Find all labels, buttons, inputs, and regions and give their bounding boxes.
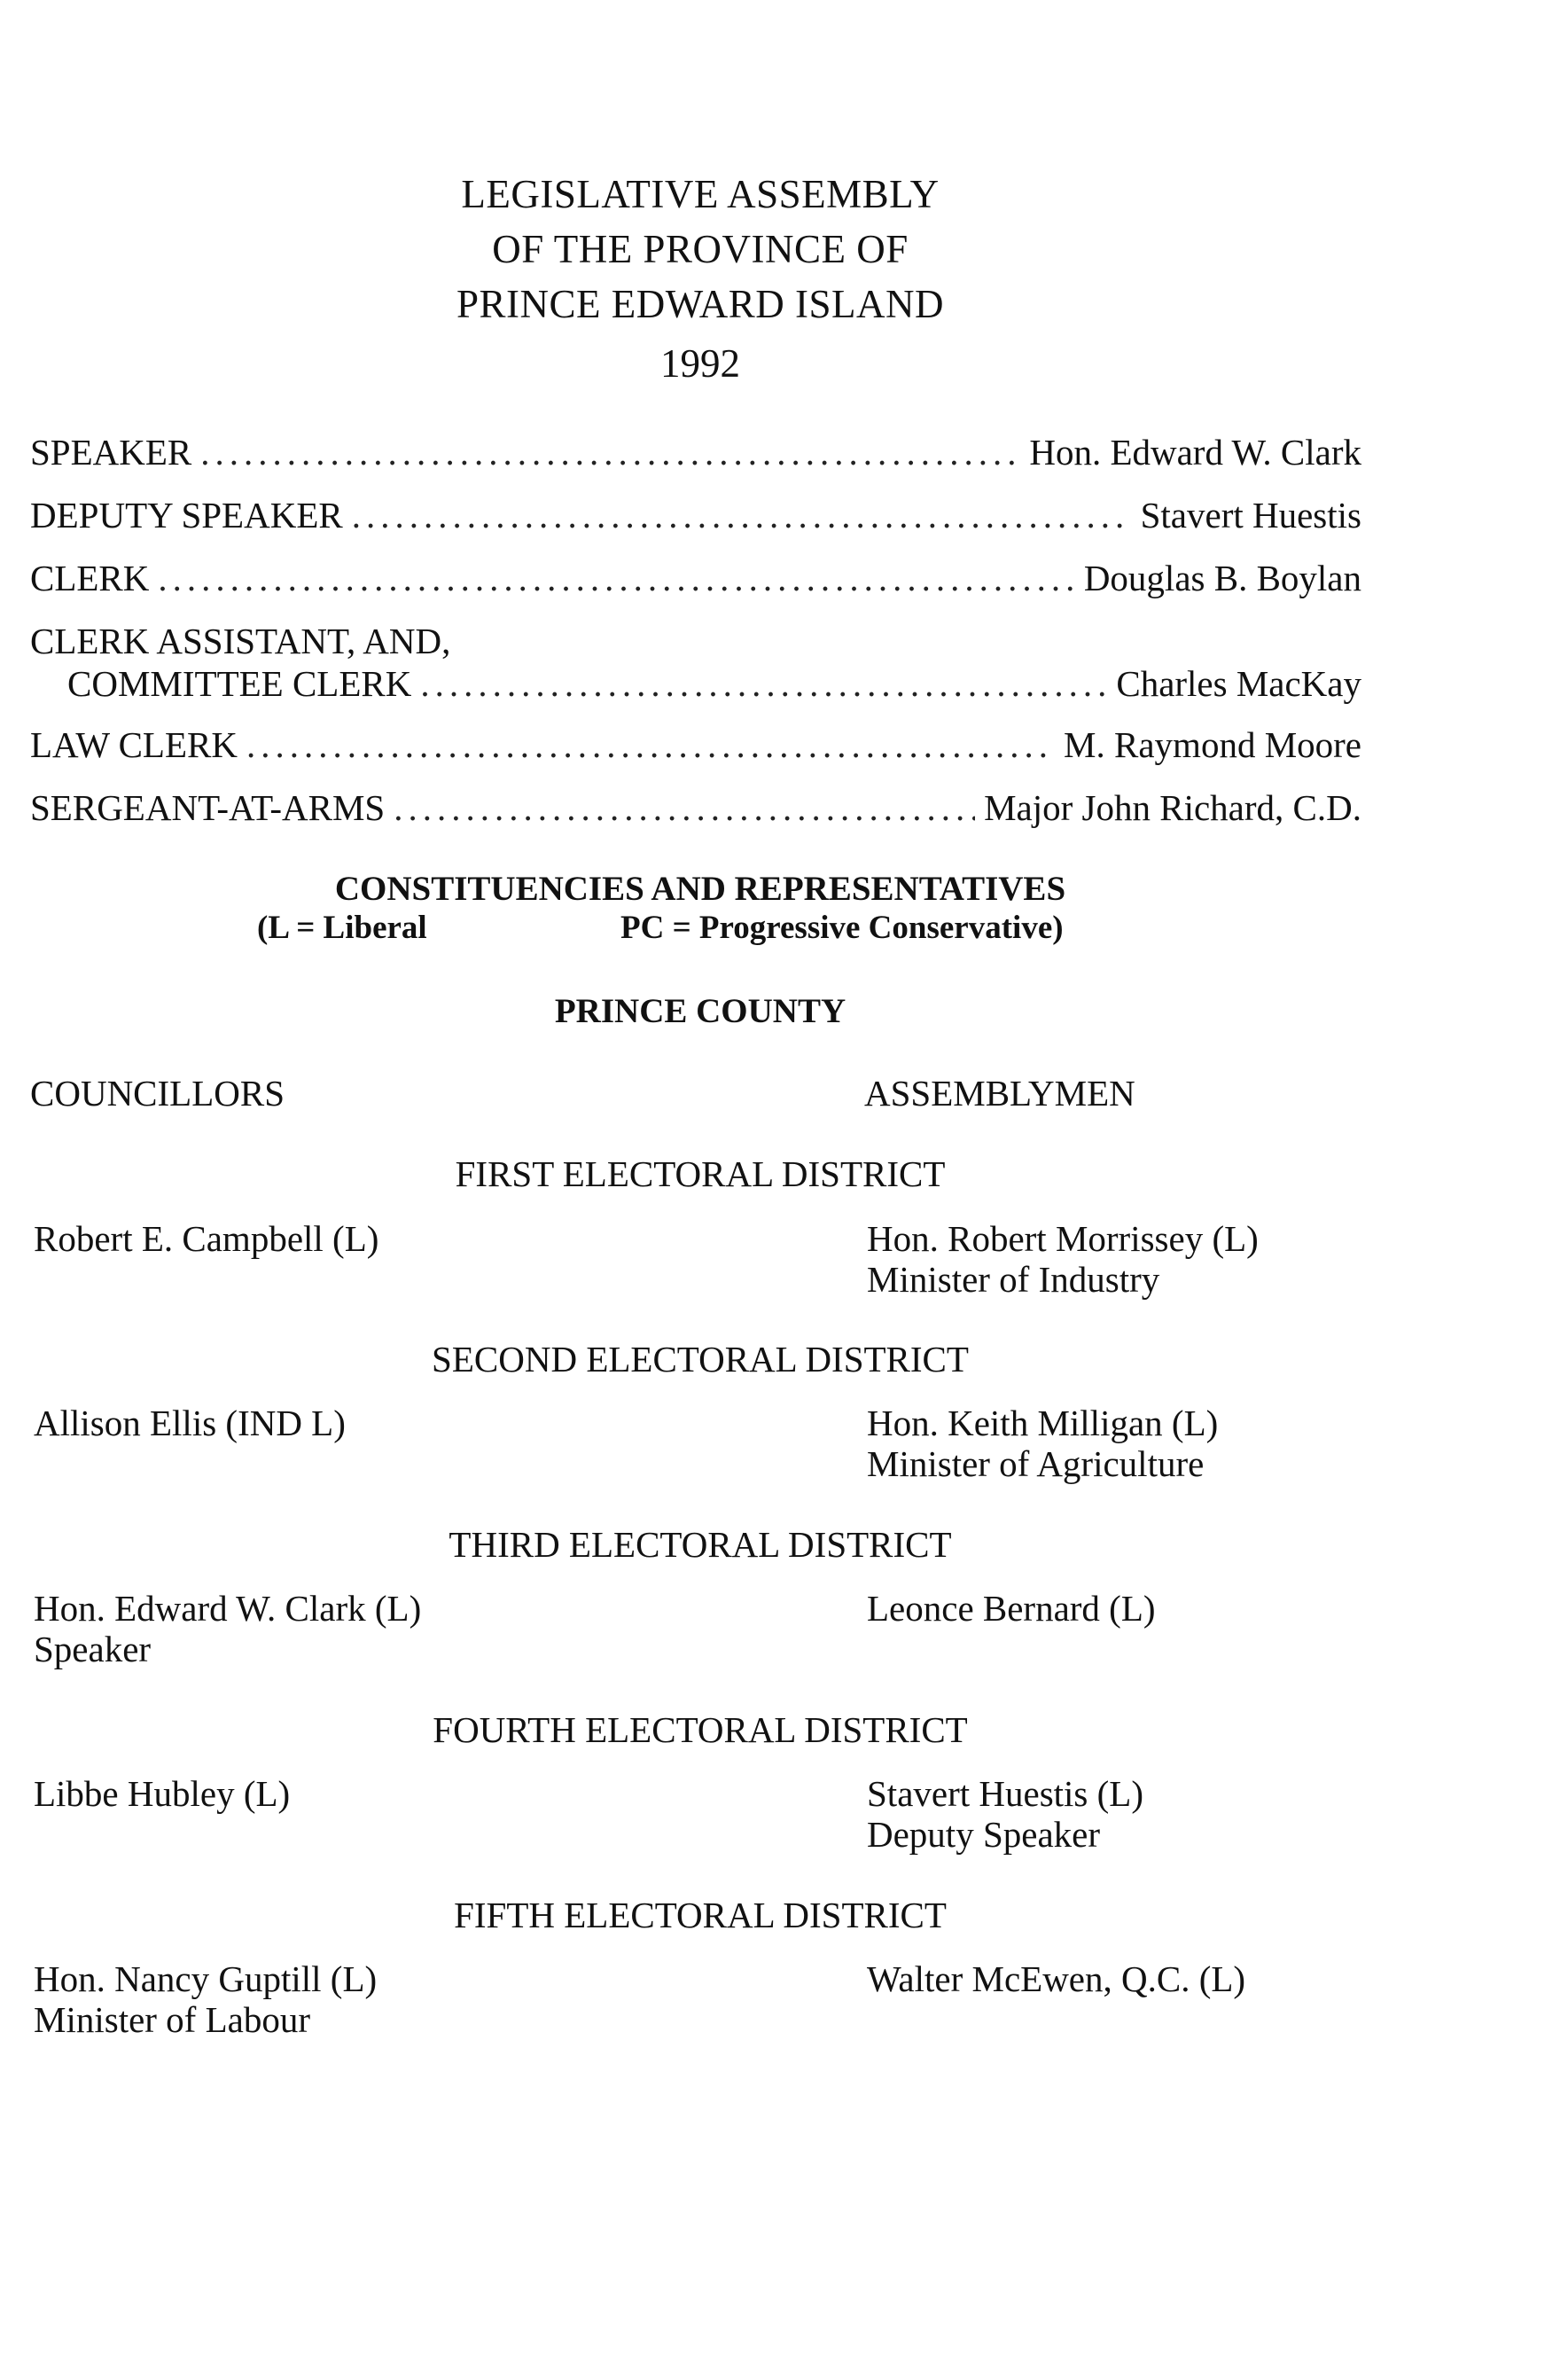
assemblyman-entry xyxy=(867,1403,1218,1484)
officer-clerk-assistant xyxy=(30,620,1361,705)
assemblyman-role: Minister of Industry xyxy=(867,1259,1160,1300)
officer-speaker xyxy=(30,431,1361,473)
assemblyman-entry xyxy=(867,1958,1245,1999)
officer-clerk xyxy=(30,557,1361,599)
assemblyman-name: Hon. Keith Milligan (L) xyxy=(867,1403,1219,1443)
councillor-name: Hon. Edward W. Clark (L) xyxy=(34,1588,422,1629)
councillor-name: Hon. Nancy Guptill (L) xyxy=(34,1958,378,1999)
officer-name: Stavert Huestis xyxy=(1140,495,1361,535)
constituencies-heading: CONSTITUENCIES AND REPRESENTATIVES xyxy=(334,870,1066,908)
district-heading: SECOND ELECTORAL DISTRICT xyxy=(432,1339,969,1379)
leader-dots xyxy=(200,431,1020,473)
leader-dots xyxy=(420,662,1107,705)
officer-label: SERGEANT-AT-ARMS xyxy=(30,787,386,828)
officer-name: Major John Richard, C.D. xyxy=(984,787,1361,828)
officer-deputy-speaker xyxy=(30,494,1361,536)
officer-label: COMMITTEE CLERK xyxy=(67,663,412,704)
councillor-name: Libbe Hubley (L) xyxy=(34,1773,291,1814)
councillor-role: Minister of Labour xyxy=(34,1999,310,2040)
councillor-name: Robert E. Campbell (L) xyxy=(34,1218,379,1259)
assemblyman-name: Hon. Robert Morrissey (L) xyxy=(867,1218,1259,1259)
officer-law-clerk xyxy=(30,723,1361,766)
officer-name: Charles MacKay xyxy=(1116,663,1361,704)
title-line-1: LEGISLATIVE ASSEMBLY xyxy=(461,172,940,216)
councillor-name: Allison Ellis (IND L) xyxy=(34,1403,346,1443)
district-heading: THIRD ELECTORAL DISTRICT xyxy=(449,1524,952,1565)
document-title xyxy=(0,167,1400,332)
councillor-entry xyxy=(34,1773,290,1814)
assemblyman-entry xyxy=(867,1588,1156,1629)
county-heading: PRINCE COUNTY xyxy=(554,992,846,1030)
document-year: 1992 xyxy=(660,341,740,386)
officer-label-line-1: CLERK ASSISTANT, AND, xyxy=(30,621,451,661)
district-heading: FIFTH ELECTORAL DISTRICT xyxy=(454,1895,947,1935)
councillors-column-header: COUNCILLORS xyxy=(30,1073,285,1114)
councillor-entry xyxy=(34,1403,346,1443)
officer-label: CLERK xyxy=(30,558,150,598)
district-heading: FOURTH ELECTORAL DISTRICT xyxy=(433,1709,968,1750)
assemblyman-entry xyxy=(867,1773,1143,1855)
party-legend xyxy=(257,909,1064,947)
leader-dots xyxy=(246,723,1055,766)
officer-label: LAW CLERK xyxy=(30,724,238,765)
legend-progressive-conservative: PC = Progressive Conservative) xyxy=(620,910,1064,946)
assemblyman-role: Deputy Speaker xyxy=(867,1814,1100,1855)
title-line-2: OF THE PROVINCE OF xyxy=(492,227,909,271)
officer-name: Douglas B. Boylan xyxy=(1083,558,1361,598)
officer-name: Hon. Edward W. Clark xyxy=(1029,432,1361,473)
officer-name: M. Raymond Moore xyxy=(1064,724,1361,765)
councillor-entry xyxy=(34,1588,421,1669)
leader-dots xyxy=(158,557,1074,599)
title-line-3: PRINCE EDWARD ISLAND xyxy=(456,282,944,326)
assemblyman-name: Stavert Huestis (L) xyxy=(867,1773,1143,1814)
leader-dots xyxy=(394,786,975,829)
councillor-entry xyxy=(34,1218,378,1259)
officer-label: DEPUTY SPEAKER xyxy=(30,495,343,535)
leader-dots xyxy=(352,494,1132,536)
district-heading: FIRST ELECTORAL DISTRICT xyxy=(455,1153,946,1194)
officer-sergeant-at-arms xyxy=(30,786,1361,829)
councillor-entry xyxy=(34,1958,377,2040)
officer-label: SPEAKER xyxy=(30,432,192,473)
councillor-role: Speaker xyxy=(34,1629,152,1669)
assemblymen-column-header: ASSEMBLYMEN xyxy=(864,1073,1135,1114)
assemblyman-name: Walter McEwen, Q.C. (L) xyxy=(867,1958,1246,1999)
assemblyman-name: Leonce Bernard (L) xyxy=(867,1588,1156,1629)
assemblyman-entry xyxy=(867,1218,1259,1300)
assemblyman-role: Minister of Agriculture xyxy=(867,1443,1205,1484)
legend-liberal: (L = Liberal xyxy=(257,910,427,946)
